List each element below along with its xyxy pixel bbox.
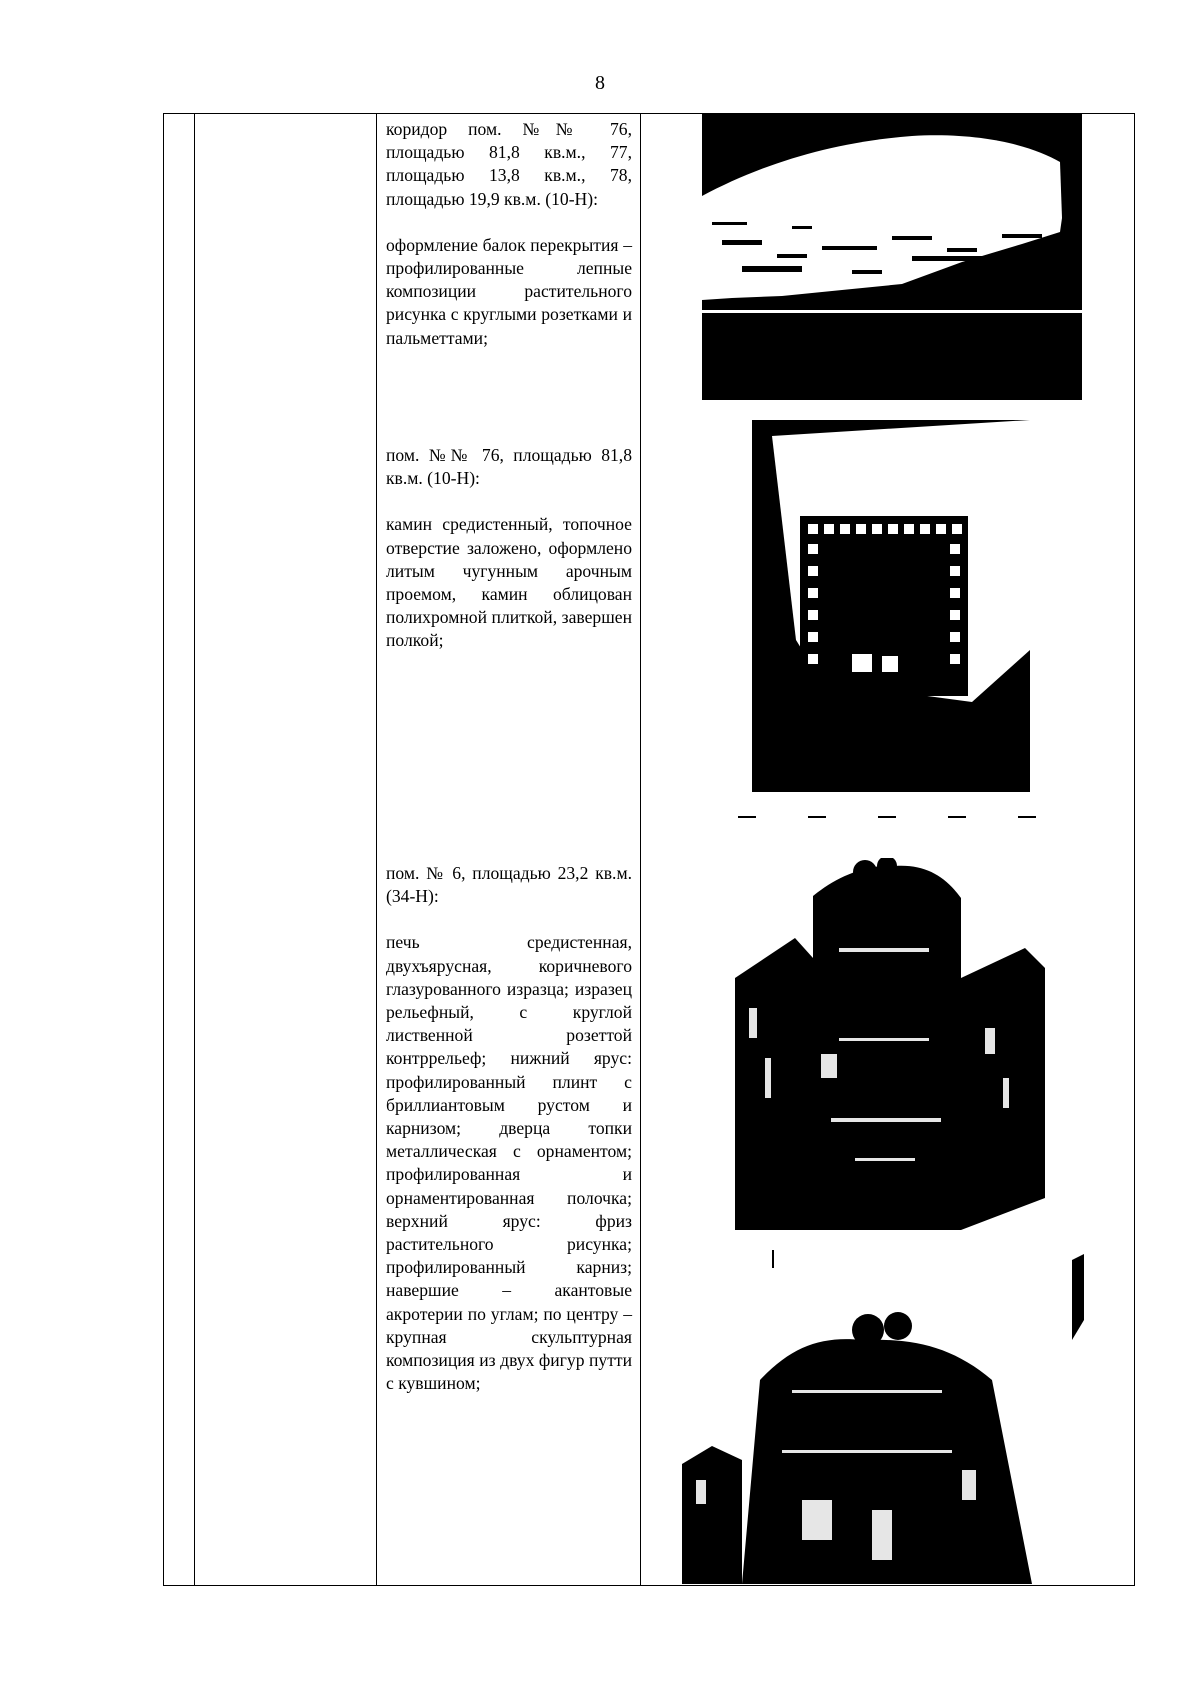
entry-fireplace [386,444,632,676]
description-line: верхний ярус: фриз растительного рисунка; профилированный карниз; навершие – акантовые акротерии по углам; по центру – крупная скульптурная композиция из двух фигур путти с кувшином; [386,1210,632,1394]
description-line: печь средистенная, двухъярусная, коричневого глазурованного изразца; изразец рельефный, с круглой лиственной розеттой контррельеф; [386,932,632,1069]
photo-divider [738,816,1048,818]
column-divider [640,114,641,1585]
description-line: нижний ярус: профилированный плинт с бриллиантовым рустом и карнизом; дверца топки металлическая с орнаментом; профилированная и орнаментированная полочка; [386,1048,632,1208]
page-number: 8 [595,72,605,94]
ceiling-beam-photo [702,114,1082,400]
entry-stove [386,862,632,1395]
entry-location: коридор пом. №№ 76, площадью 81,8 кв.м., 77, площадью 13,8 кв.м., 78, площадью 19,9 кв.м. (10-Н): [386,119,632,209]
entry-description [386,931,632,1395]
stove-photo [735,858,1045,1230]
column-divider [376,114,377,1585]
entry-description: камин средистенный, топочное отверстие заложено, оформлено литым чугунным арочным проемом, камин облицован полихромной плиткой, завершен полкой; [386,514,632,651]
entry-description: оформление балок перекрытия – профилированные лепные композиции растительного рисунка с круглыми розетками и пальметтами; [386,234,632,348]
column-divider [194,114,195,1585]
fireplace-photo [752,420,1030,792]
entry-ceiling-beams [386,118,632,373]
entry-location: пом. №№ 76, площадью 81,8 кв.м. (10-Н): [386,445,632,489]
entry-location: пом. № 6, площадью 23,2 кв.м. (34-Н): [386,863,632,907]
stove-top-photo [672,1250,1104,1584]
